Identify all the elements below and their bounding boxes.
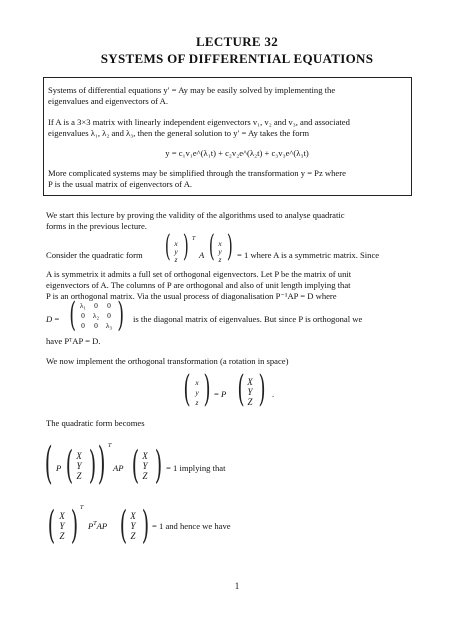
left-paren: ( (131, 443, 140, 487)
column-vector-xyz: x y z (218, 239, 222, 264)
topic-title: SYSTEMS OF DIFFERENTIAL EQUATIONS (100, 51, 374, 66)
pt-ap-product: $P^TAP$ (88, 521, 108, 531)
box-p3-line2: P is the usual matrix of eigenvectors of A. (48, 179, 193, 189)
diag-suffix: is the diagonal matrix of eigenvalues. But since P is orthogonal we (133, 314, 363, 324)
consider-prefix: Consider the quadratic form (46, 250, 143, 260)
matrix-a: A (199, 250, 205, 260)
left-paren: ( (208, 229, 215, 264)
intro-line2: forms in the previous lecture. (46, 221, 147, 231)
intro-line1: We start this lecture by proving the validity of the algorithms used to analyse quadratic (46, 210, 345, 220)
column-vector-XYZ: X Y Z (59, 511, 65, 541)
column-vector-xyz: x y z (195, 378, 199, 407)
right-paren: ) (258, 369, 266, 410)
consider-suffix: = 1 where A is a symmetric matrix. Since (237, 250, 380, 260)
box-p3-line1: More complicated systems may be simplified through the transformation y = Pz where (48, 168, 346, 178)
lecture-title: LECTURE 32 (195, 34, 279, 49)
column-vector-XYZ: X Y Z (247, 377, 253, 407)
left-paren: ( (47, 503, 56, 547)
d-equals: D = (46, 314, 60, 324)
right-paren: ) (226, 229, 233, 264)
para2-last: have PᵀAP = D. (46, 336, 101, 346)
diagonal-matrix: λ₁ 0 0 0 λ₂ 0 0 0 λ₃ (79, 301, 113, 330)
general-solution: y = c₁v₁e^(λ₁t) + c₂v₂e^(λ₂t) + c₃v₃e^(λ₃t) (165, 148, 309, 158)
left-paren: ( (183, 369, 191, 410)
outer-right-paren: ) (97, 438, 106, 489)
transpose-mark: T (192, 236, 196, 242)
equals-p: = P (214, 389, 227, 399)
transpose-mark: T (80, 505, 84, 511)
left-paren: ( (69, 295, 76, 335)
right-paren: ) (70, 503, 79, 547)
left-paren: ( (65, 443, 74, 487)
implement-line: We now implement the orthogonal transformation (a rotation in space) (46, 356, 289, 366)
column-vector-XYZ: X Y Z (76, 451, 82, 481)
right-paren: ) (88, 443, 97, 487)
ap-product: AP (113, 463, 124, 473)
left-paren: ( (237, 369, 245, 410)
para2-line1: A is symmetrix it admits a full set of orthogonal eigenvectors. Let P be the matrix of unit (46, 269, 352, 279)
box-p2-line2: eigenvalues λ₁, λ₂ and λ₃, then the general solution to y′ = Ay takes the form (48, 128, 310, 138)
box-p2-line1: If A is a 3×3 matrix with linearly independent eigenvectors v₁, v₂ and v₃, and associated (48, 117, 350, 127)
column-vector-XYZ: X Y Z (130, 511, 136, 541)
box-p1-line1: Systems of differential equations y′ = Ay may be easily solved by implementing the (48, 85, 336, 95)
column-vector-xyz: x y z (174, 239, 178, 264)
implying-that: = 1 implying that (166, 463, 226, 473)
page-number: 1 (234, 581, 240, 591)
right-paren: ) (117, 295, 124, 335)
left-paren: ( (119, 503, 128, 547)
right-paren: ) (203, 369, 211, 410)
right-paren: ) (182, 229, 189, 264)
box-p1-line2: eigenvalues and eigenvectors of A. (48, 96, 169, 106)
transpose-mark: T (108, 443, 112, 449)
para2-line3: P is an orthogonal matrix. Via the usual process of diagonalisation P⁻¹AP = D where (46, 291, 337, 301)
para2-line2: eigenvectors of A. The columns of P are orthogonal and also of unit length implying that (46, 280, 351, 290)
right-paren: ) (141, 503, 150, 547)
quad-becomes: The quadratic form becomes (46, 418, 145, 428)
matrix-p: P (56, 463, 62, 473)
outer-left-paren: ( (44, 438, 53, 489)
left-paren: ( (164, 229, 171, 264)
hence-we-have: = 1 and hence we have (152, 521, 231, 531)
column-vector-XYZ: X Y Z (142, 451, 148, 481)
right-paren: ) (154, 443, 163, 487)
period: . (272, 389, 275, 399)
